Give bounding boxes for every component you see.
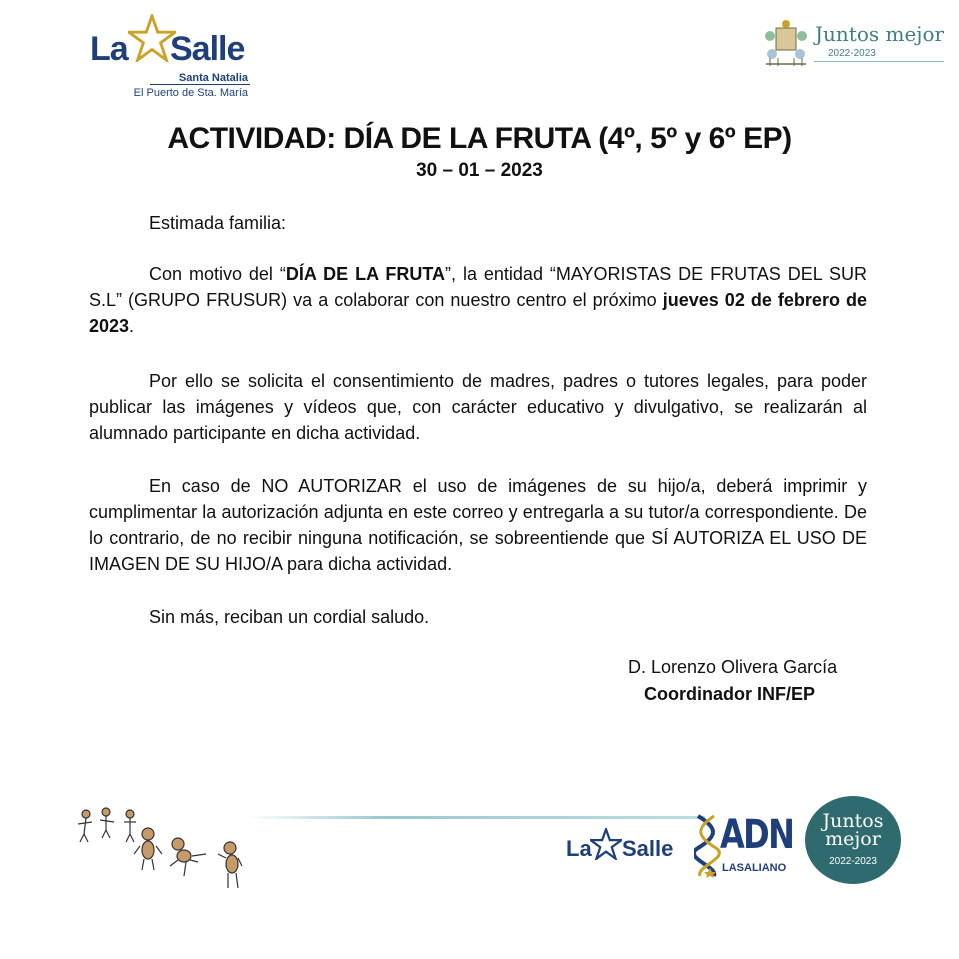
paragraph-1-a: Con motivo del “	[149, 264, 286, 284]
badge-line-1: Juntos	[822, 810, 884, 832]
lasalle-divider	[150, 84, 250, 85]
adn-lasaliano-logo	[694, 812, 794, 880]
adn-text: ADN	[720, 812, 794, 858]
lasalle-star-icon	[590, 828, 622, 860]
closing: Sin más, reciban un cordial saludo.	[149, 607, 430, 627]
paragraph-1-e: .	[129, 316, 135, 336]
paragraph-1	[89, 261, 867, 339]
juntos-mejor-underline	[814, 61, 944, 62]
footer-lasalle-la: La	[566, 836, 592, 861]
lasalle-star-icon	[128, 14, 176, 62]
school-town: El Puerto de Sta. María	[133, 87, 248, 99]
dna-helix-icon	[694, 814, 722, 878]
footer-lasalle-logo	[566, 828, 691, 868]
footer-lasalle-salle: Salle	[622, 836, 674, 861]
document-title: ACTIVIDAD: DÍA DE LA FRUTA (4º, 5º y 6º EP)	[167, 122, 792, 155]
lasaliano-text: LASALIANO	[722, 862, 787, 874]
lasalle-logo	[90, 14, 260, 104]
paragraph-1-c: ”, la entidad “MAYORISTAS DE FRUTAS DEL SUR S.L” (GRUPO FRUSUR) va a colaborar con nuestro centro el próximo	[89, 264, 867, 310]
juntos-mejor-badge	[805, 796, 901, 884]
juntos-mejor-illustration	[762, 18, 810, 68]
footer-divider	[245, 816, 705, 819]
juntos-mejor-years: 2022-2023	[828, 48, 876, 59]
paragraph-1-date: jueves 02 de febrero de 2023	[89, 290, 867, 336]
paragraph-1-event: DÍA DE LA FRUTA	[285, 264, 446, 284]
paragraph-2: Por ello se solicita el consentimiento de madres, padres o tutores legales, para poder publicar las imágenes y vídeos que, con carácter educativo y divulgativo, se realizarán al alumnado participante en dicha actividad.	[89, 371, 867, 443]
document-date: 30 – 01 – 2023	[416, 160, 543, 181]
lasalle-la-text: La	[90, 30, 128, 68]
lasalle-salle-text: Salle	[170, 30, 245, 68]
school-name: Santa Natalia	[178, 72, 248, 84]
children-figures-illustration	[72, 804, 252, 894]
badge-years: 2022-2023	[829, 856, 877, 867]
badge-line-2: mejor	[825, 828, 881, 850]
signature-name: D. Lorenzo Olivera García	[628, 657, 838, 677]
signature-role: Coordinador INF/EP	[644, 684, 815, 704]
greeting: Estimada familia:	[149, 213, 287, 233]
juntos-mejor-logo	[762, 16, 947, 72]
juntos-mejor-text: Juntos mejor	[815, 22, 945, 46]
paragraph-3: En caso de NO AUTORIZAR el uso de imágenes de su hijo/a, deberá imprimir y cumplimentar la autorización adjunta en este correo y entregarla a su tutor/a correspondiente. De lo contrario, de no recibir ninguna notificación, se sobreentiende que SÍ AUTORIZA EL USO DE IMAGEN DE SU HIJO/A para dicha actividad.	[89, 476, 867, 574]
